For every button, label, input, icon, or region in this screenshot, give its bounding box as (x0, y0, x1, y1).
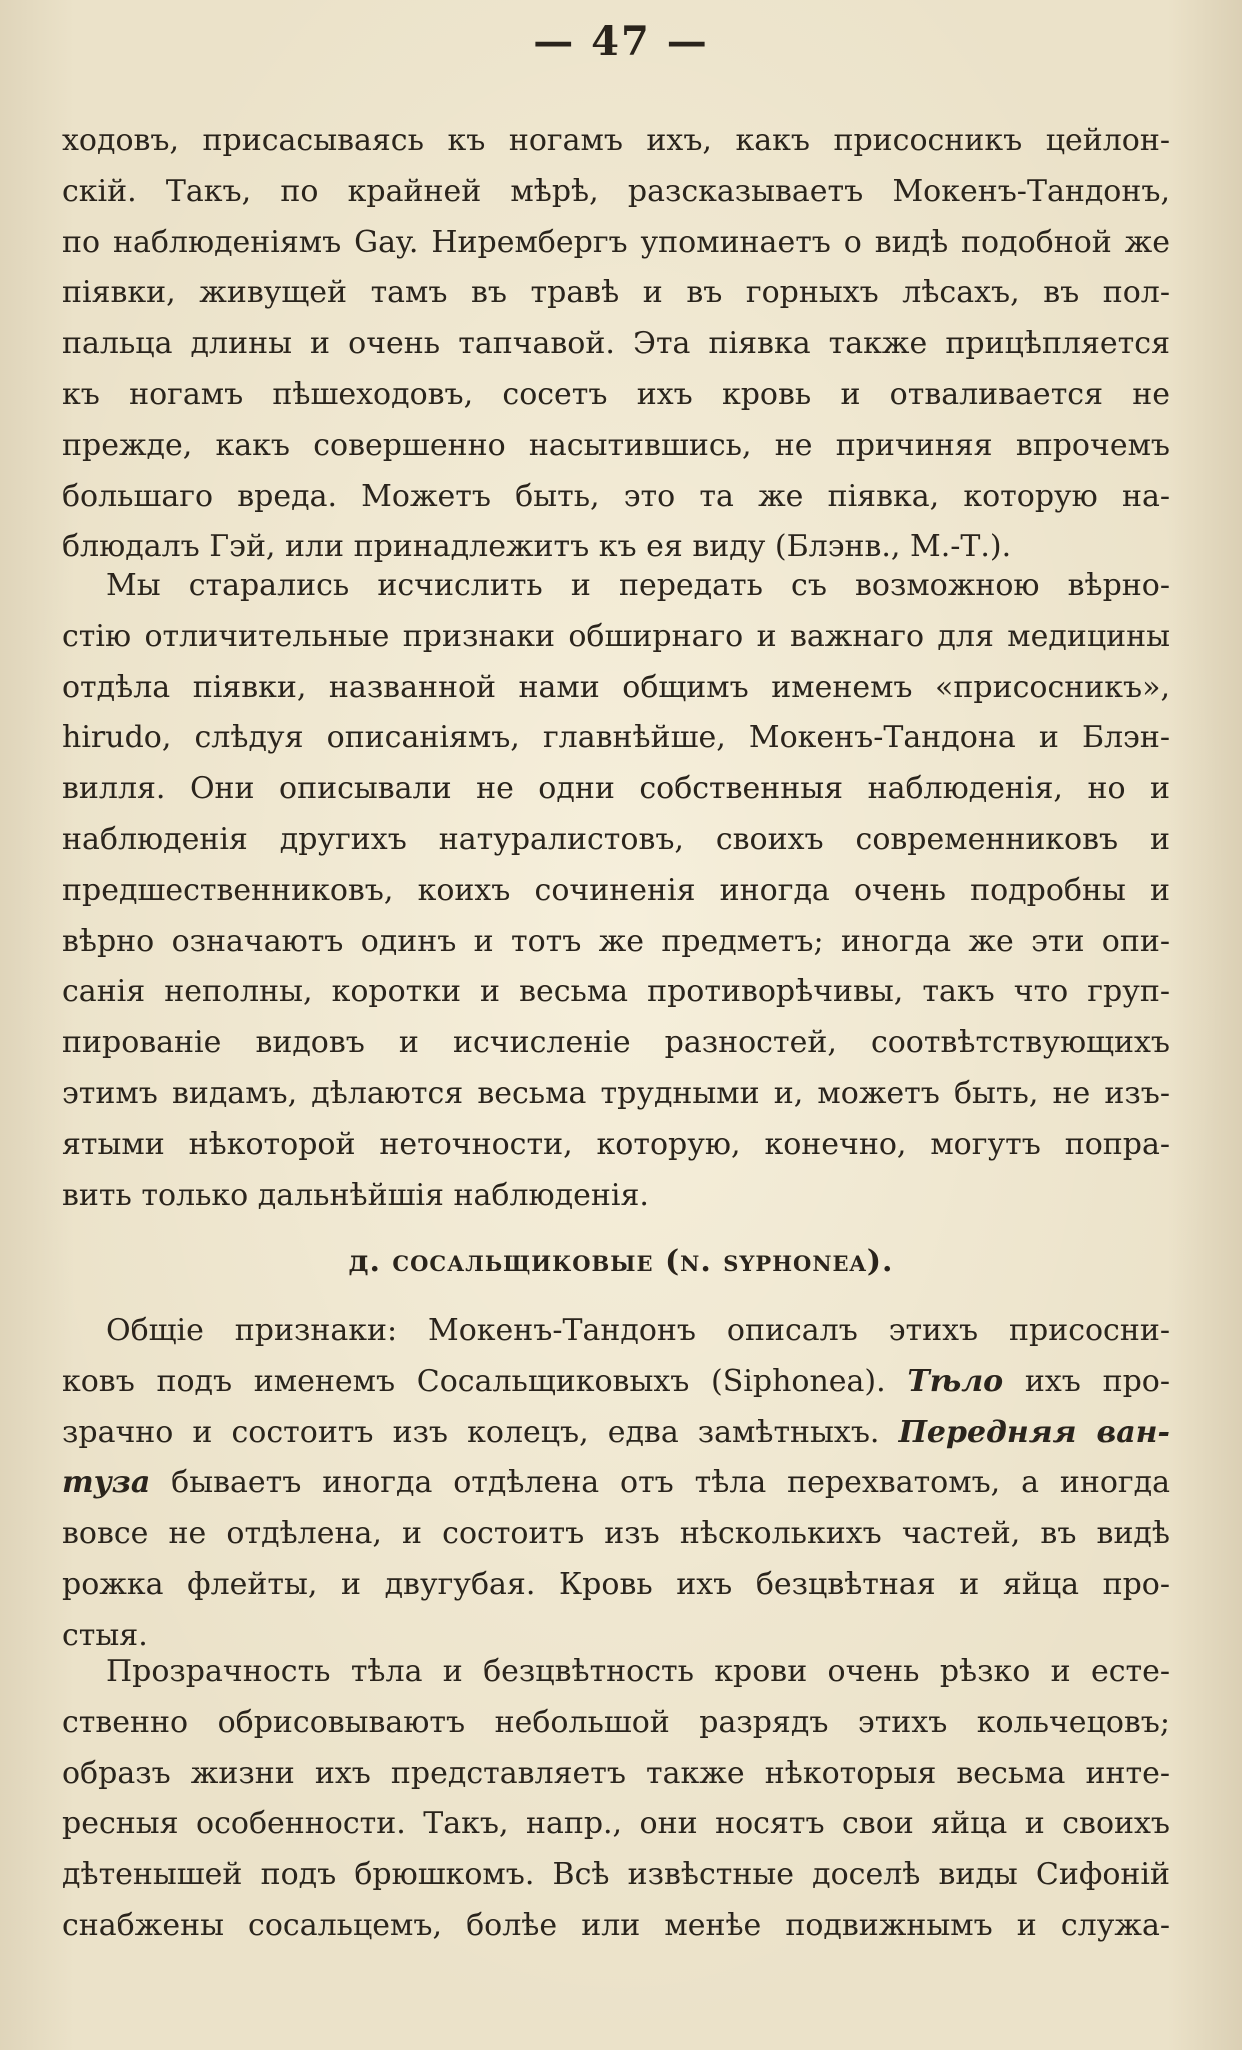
text-line: прежде, какъ совершенно насытившись, не причиняя впрочемъ (62, 427, 1170, 463)
text-line: ятыми нѣкоторой неточности, которую, конечно, могутъ попра- (62, 1126, 1170, 1162)
text-line: блюдалъ Гэй, или принадлежитъ къ ея виду (Блэнв., М.-Т.). (62, 529, 1012, 565)
text-line (62, 1357, 1170, 1408)
text-line: большаго вреда. Можетъ быть, это та же піявка, которую на- (62, 478, 1170, 514)
text-line: предшественниковъ, коихъ сочиненія иногда очень подробны и (62, 872, 1170, 908)
text-run: зрачно и состоитъ изъ колецъ, едва замѣтныхъ. (62, 1414, 880, 1450)
italic-term: Передняя ван- (898, 1414, 1170, 1450)
text-line: ресныя особенности. Такъ, напр., они носятъ свои яйца и своихъ (62, 1806, 1170, 1842)
section-heading-prefix: д. (348, 1244, 381, 1279)
text-line: пированіе видовъ и исчисленіе разностей, соотвѣтствующихъ (62, 1025, 1170, 1061)
text-line: Общіе признаки: Мокенъ-Тандонъ описалъ этихъ присосни- (106, 1313, 1170, 1348)
italic-term: Тѣло (907, 1363, 1004, 1399)
section-heading (0, 1244, 1242, 1279)
paragraph-general-features (62, 1306, 1170, 1662)
text-line: рожка флейты, и двугубая. Кровь ихъ безцвѣтная и яйца про- (62, 1566, 1170, 1602)
text-line: скій. Такъ, по крайней мѣрѣ, разсказываетъ Мокенъ-Тандонъ, (62, 173, 1170, 209)
text-line: вилля. Они описывали не одни собственныя наблюденія, но и (62, 771, 1170, 807)
text-line (62, 1408, 1170, 1459)
text-run: бываетъ иногда отдѣлена отъ тѣла перехватомъ, а иногда (171, 1465, 1170, 1501)
text-line: къ ногамъ пѣшеходовъ, сосетъ ихъ кровь и отваливается не (62, 376, 1170, 412)
text-line: санія неполны, коротки и весьма противорѣчивы, такъ что груп- (62, 974, 1170, 1010)
text-line: образъ жизни ихъ представляетъ также нѣкоторыя весьма инте- (62, 1755, 1170, 1791)
paragraph-transparency (62, 1647, 1170, 1952)
text-line (62, 1458, 1170, 1509)
text-line: вить только дальнѣйшія наблюденія. (62, 1177, 649, 1213)
text-line: ходовъ, присасываясь къ ногамъ ихъ, какъ присосникъ цейлон- (62, 123, 1170, 158)
text-line: піявки, живущей тамъ въ травѣ и въ горныхъ лѣсахъ, въ пол- (62, 275, 1170, 311)
paragraph-continuation (62, 116, 1170, 573)
text-line: пальца длины и очень тапчавой. Эта піявка также прицѣпляется (62, 326, 1170, 362)
text-line: Прозрачность тѣла и безцвѣтность крови очень рѣзко и есте- (106, 1654, 1170, 1689)
text-line: дѣтенышей подъ брюшкомъ. Всѣ извѣстные доселѣ виды Сифоній (62, 1857, 1170, 1893)
text-line: по наблюденіямъ Gay. Нирембергъ упоминаетъ о видѣ подобной же (62, 224, 1170, 260)
text-line: вѣрно означаютъ одинъ и тотъ же предметъ; иногда же эти опи- (62, 923, 1170, 959)
page-number: — 47 — (533, 18, 709, 65)
text-run: ковъ подъ именемъ Сосальщиковыхъ (Siphonea). (62, 1363, 886, 1399)
text-line: стыя. (62, 1617, 148, 1653)
text-line: ственно обрисовываютъ небольшой разрядъ этихъ кольчецовъ; (62, 1704, 1170, 1740)
paragraph-summary (62, 561, 1170, 1221)
section-heading-latin: (n. syphonea). (664, 1244, 894, 1279)
text-line: наблюденія другихъ натуралистовъ, своихъ современниковъ и (62, 821, 1170, 857)
text-line: Мы старались исчислить и передать съ возможною вѣрно- (106, 568, 1170, 603)
text-line: вовсе не отдѣлена, и состоитъ изъ нѣсколькихъ частей, въ видѣ (62, 1516, 1170, 1552)
text-line: отдѣла піявки, названной нами общимъ именемъ «присосникъ», (62, 669, 1170, 705)
text-line: стію отличительные признаки обширнаго и важнаго для медицины (62, 618, 1170, 654)
section-heading-title: сосальщиковые (392, 1244, 654, 1279)
text-run: ихъ про- (1024, 1363, 1170, 1399)
text-line: этимъ видамъ, дѣлаются весьма трудными и, можетъ быть, не изъ- (62, 1075, 1170, 1111)
text-line: hirudo, слѣдуя описаніямъ, главнѣйше, Мокенъ-Тандона и Блэн- (62, 720, 1170, 756)
text-line: снабжены сосальцемъ, болѣе или менѣе подвижнымъ и служа- (62, 1907, 1170, 1943)
italic-term: туза (62, 1465, 151, 1501)
